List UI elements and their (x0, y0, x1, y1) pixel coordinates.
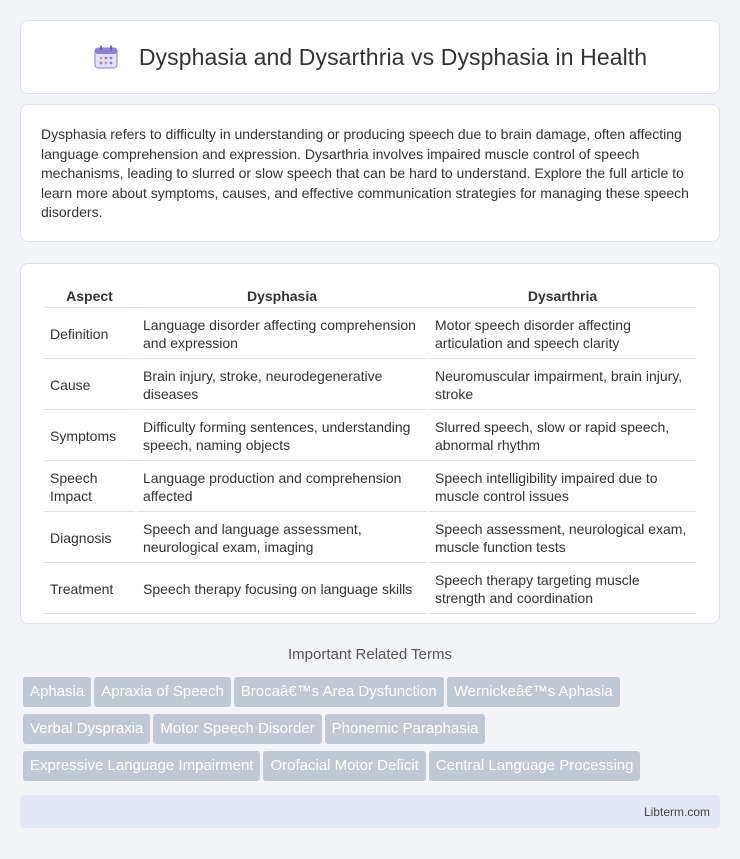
table-row (44, 514, 696, 563)
intro-card (20, 104, 720, 242)
title-card (20, 20, 720, 94)
row-dysarthria: Speech assessment, neurological exam, muscle function tests (429, 514, 696, 563)
table-row (44, 361, 696, 410)
related-term-tag[interactable]: Brocaâ€™s Area Dysfunction (234, 677, 444, 707)
related-terms-title: Important Related Terms (288, 646, 452, 663)
related-term-tag[interactable]: Motor Speech Disorder (153, 714, 321, 744)
comparison-card (20, 263, 720, 624)
row-aspect: Cause (44, 361, 135, 410)
row-dysphasia: Speech and language assessment, neurological exam, imaging (137, 514, 427, 563)
row-dysarthria: Neuromuscular impairment, brain injury, stroke (429, 361, 696, 410)
table-header-row (44, 284, 696, 308)
header-dysphasia: Dysphasia (137, 284, 427, 308)
related-term-tag[interactable]: Expressive Language Impairment (23, 751, 260, 781)
comparison-table (42, 282, 698, 616)
footer (20, 795, 720, 828)
row-dysarthria: Speech therapy targeting muscle strength and coordination (429, 565, 696, 614)
table-row (44, 310, 696, 359)
row-dysarthria: Motor speech disorder affecting articulation and speech clarity (429, 310, 696, 359)
related-term-tag[interactable]: Central Language Processing (429, 751, 641, 781)
related-term-tag[interactable]: Orofacial Motor Deficit (263, 751, 425, 781)
row-aspect: Symptoms (44, 412, 135, 461)
related-term-tag[interactable]: Aphasia (23, 677, 91, 707)
row-aspect: Diagnosis (44, 514, 135, 563)
row-dysphasia: Language production and comprehension affected (137, 463, 427, 512)
related-term-tag[interactable]: Apraxia of Speech (94, 677, 231, 707)
row-dysphasia: Brain injury, stroke, neurodegenerative diseases (137, 361, 427, 410)
related-term-tag[interactable]: Phonemic Paraphasia (325, 714, 486, 744)
related-terms-list (23, 677, 703, 788)
table-row (44, 412, 696, 461)
footer-site-link[interactable]: Libterm.com (643, 805, 710, 819)
calendar-icon (93, 44, 119, 70)
page-title: Dysphasia and Dysarthria vs Dysphasia in Health (138, 43, 648, 70)
row-dysarthria: Speech intelligibility impaired due to muscle control issues (429, 463, 696, 512)
row-dysphasia: Difficulty forming sentences, understanding speech, naming objects (137, 412, 427, 461)
table-row (44, 565, 696, 614)
row-dysphasia: Speech therapy focusing on language skills (137, 565, 427, 614)
intro-text: Dysphasia refers to difficulty in understanding or producing speech due to brain damage, often affecting language comprehension and expression. Dysarthria involves impaired muscle control of speech mechanisms, leading to slurred or slow speech that can be hard to understand. Explore the full article to learn more about symptoms, causes, and effective communication strategies for managing these speech disorders. (41, 126, 689, 221)
row-aspect: Speech Impact (44, 463, 135, 512)
header-aspect: Aspect (44, 284, 135, 308)
header-dysarthria: Dysarthria (429, 284, 696, 308)
table-row (44, 463, 696, 512)
row-aspect: Definition (44, 310, 135, 359)
row-dysarthria: Slurred speech, slow or rapid speech, abnormal rhythm (429, 412, 696, 461)
row-dysphasia: Language disorder affecting comprehension and expression (137, 310, 427, 359)
related-term-tag[interactable]: Verbal Dyspraxia (23, 714, 150, 744)
related-term-tag[interactable]: Wernickeâ€™s Aphasia (447, 677, 620, 707)
row-aspect: Treatment (44, 565, 135, 614)
